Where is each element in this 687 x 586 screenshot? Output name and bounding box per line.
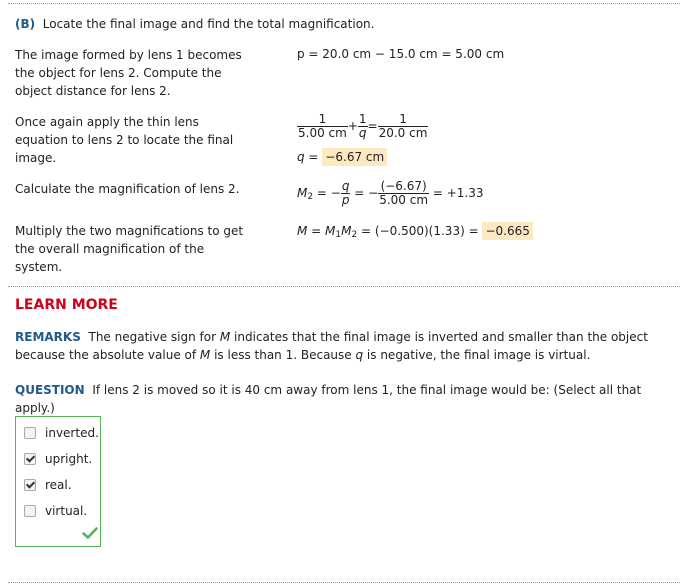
image-distance-answer: −6.67 cm <box>322 148 387 166</box>
total-m-lhs: M = M <box>297 224 336 238</box>
eq-part-a: = − <box>313 186 341 200</box>
checkbox-real[interactable] <box>24 479 36 491</box>
step-2-text: Once again apply the thin lens equation to lens 2 to locate the final image. <box>15 115 234 165</box>
eq-part-b: = − <box>350 186 379 200</box>
remarks-m2: M <box>199 348 211 362</box>
option-real-label: real. <box>45 478 72 492</box>
part-label: (B) <box>15 17 36 31</box>
top-divider <box>8 3 680 4</box>
m-mid: M <box>341 224 352 238</box>
option-real[interactable] <box>24 477 72 493</box>
option-virtual[interactable] <box>24 503 87 519</box>
fraction-2-num: 1 <box>358 112 367 126</box>
magnification-lens-2-equation <box>297 180 484 207</box>
remarks-paragraph <box>15 328 665 364</box>
fraction-3-den: 20.0 cm <box>378 126 428 140</box>
fraction-1-den: 5.00 cm <box>298 126 347 140</box>
eq-part-c: = +1.33 <box>429 186 484 200</box>
frac-q: q <box>341 179 350 193</box>
total-magnification-answer: −0.665 <box>482 222 532 240</box>
fraction-3-num: 1 <box>378 113 429 127</box>
bottom-divider <box>8 582 680 583</box>
remarks-t4: is negative, the final image is virtual. <box>363 348 591 362</box>
thin-lens-equation <box>297 113 428 140</box>
fraction-1 <box>297 113 348 140</box>
question-text: If lens 2 is moved so it is 40 cm away from lens 1, the final image would be: (Select all that apply.) <box>15 383 642 415</box>
option-virtual-label: virtual. <box>45 504 88 518</box>
option-inverted-label: inverted. <box>45 426 99 440</box>
step-1-equation: p = 20.0 cm − 15.0 cm = 5.00 cm <box>297 47 505 61</box>
option-inverted[interactable] <box>24 425 99 441</box>
checkbox-inverted[interactable] <box>24 427 36 439</box>
fraction-3 <box>378 113 429 140</box>
frac-p: p <box>341 193 350 207</box>
question-paragraph <box>15 381 665 417</box>
total-m-rhs: = (−0.500)(1.33) = <box>357 224 479 238</box>
step-1-text: The image formed by lens 1 becomes the object for lens 2. Compute the object distance for lens 2. <box>15 48 242 98</box>
checkbox-upright[interactable] <box>24 453 36 465</box>
answer-choices-box <box>15 416 101 547</box>
step-3-text: Calculate the magnification of lens 2. <box>15 182 240 196</box>
equals-sign: = <box>367 119 378 133</box>
fraction-2-den: q <box>358 126 367 140</box>
remarks-label: REMARKS <box>15 330 81 344</box>
result-lhs: q = <box>297 150 319 164</box>
sub-1: 1 <box>335 230 342 240</box>
remarks-m1: M <box>219 330 231 344</box>
part-heading <box>15 17 374 31</box>
fraction-2 <box>358 113 368 140</box>
step-4-text: Multiply the two magnifications to get the overall magnification of the system. <box>15 224 244 274</box>
image-distance-result <box>297 150 387 164</box>
value-fraction <box>378 180 429 207</box>
m-label: M <box>297 186 308 200</box>
option-upright-label: upright. <box>45 452 93 466</box>
value-num: (−6.67) <box>378 180 429 194</box>
fraction-1-num: 1 <box>297 113 348 127</box>
remarks-t3: is less than 1. Because <box>210 348 356 362</box>
learn-more-heading: LEARN MORE <box>15 297 118 313</box>
checkbox-virtual[interactable] <box>24 505 36 517</box>
total-magnification-equation <box>297 224 533 240</box>
remarks-q: q <box>355 348 364 362</box>
correct-check-icon <box>82 527 98 539</box>
plus-sign: + <box>347 119 358 133</box>
m-subscript: 2 <box>307 192 314 202</box>
question-label: QUESTION <box>15 383 85 397</box>
remarks-t1: The negative sign for <box>88 330 220 344</box>
sub-2: 2 <box>351 230 358 240</box>
remarks-t2: indicates that the final image is inverted and smaller than the object because the absolute value of <box>15 330 648 362</box>
section-divider <box>8 286 680 287</box>
option-upright[interactable] <box>24 451 92 467</box>
value-den: 5.00 cm <box>379 193 429 207</box>
part-heading-text: Locate the final image and find the total magnification. <box>42 17 375 31</box>
